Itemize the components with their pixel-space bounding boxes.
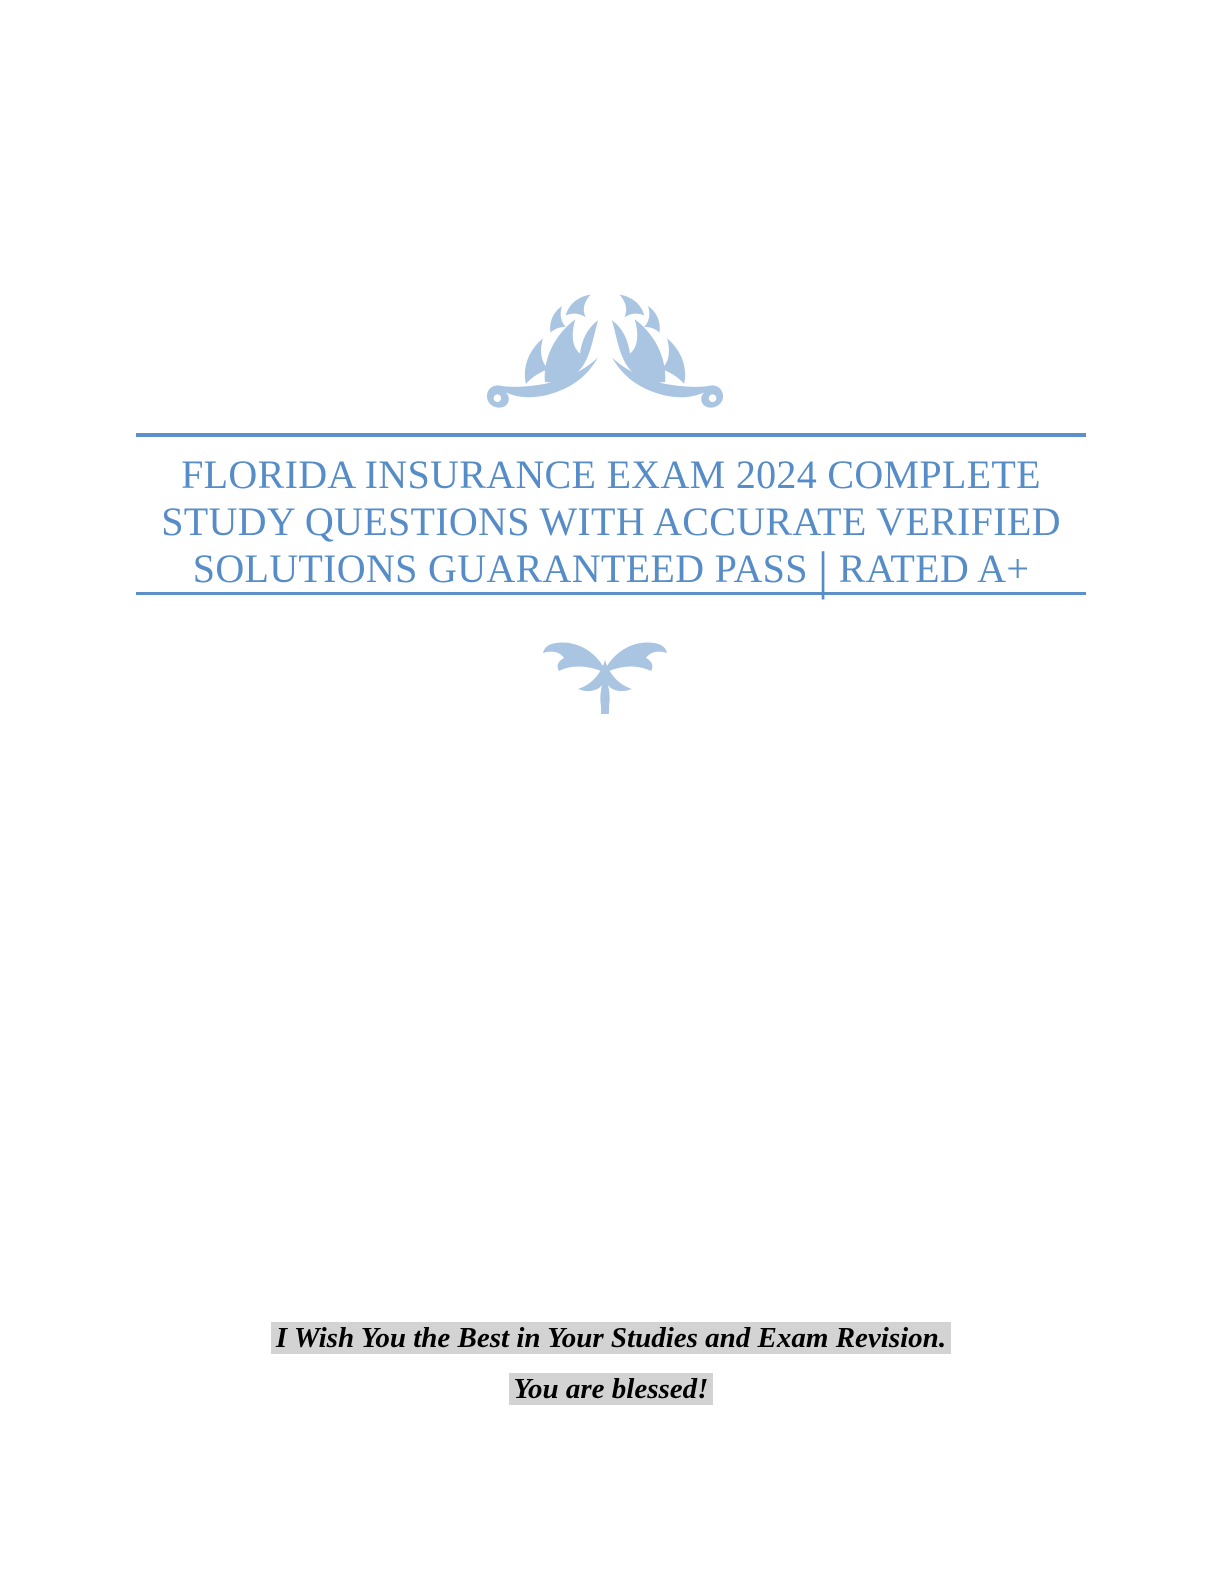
bottom-fleuron-icon	[543, 636, 667, 714]
closing-block	[136, 1320, 1086, 1422]
title-bottom-rule	[136, 592, 1086, 595]
top-flourish-icon	[486, 293, 724, 415]
top-flourish-right-icon	[610, 293, 724, 415]
title-line-1: FLORIDA INSURANCE EXAM 2024 COMPLETE	[181, 452, 1041, 497]
closing-text-1: I Wish You the Best in Your Studies and Exam Revision.	[271, 1322, 951, 1354]
document-title	[136, 437, 1086, 600]
title-separator-bar: |	[817, 542, 829, 600]
title-line-2: STUDY QUESTIONS WITH ACCURATE VERIFIED	[161, 499, 1061, 544]
top-flourish-left-icon	[486, 293, 600, 415]
closing-line-1	[136, 1320, 1086, 1356]
title-line-3	[136, 542, 1086, 600]
fleuron-icon	[543, 636, 667, 714]
title-block	[136, 433, 1086, 600]
closing-line-2	[136, 1371, 1086, 1407]
closing-text-2: You are blessed!	[509, 1373, 714, 1405]
title-line-3-right: RATED A+	[838, 546, 1030, 591]
title-line-3-left: SOLUTIONS GUARANTEED PASS	[192, 546, 808, 591]
